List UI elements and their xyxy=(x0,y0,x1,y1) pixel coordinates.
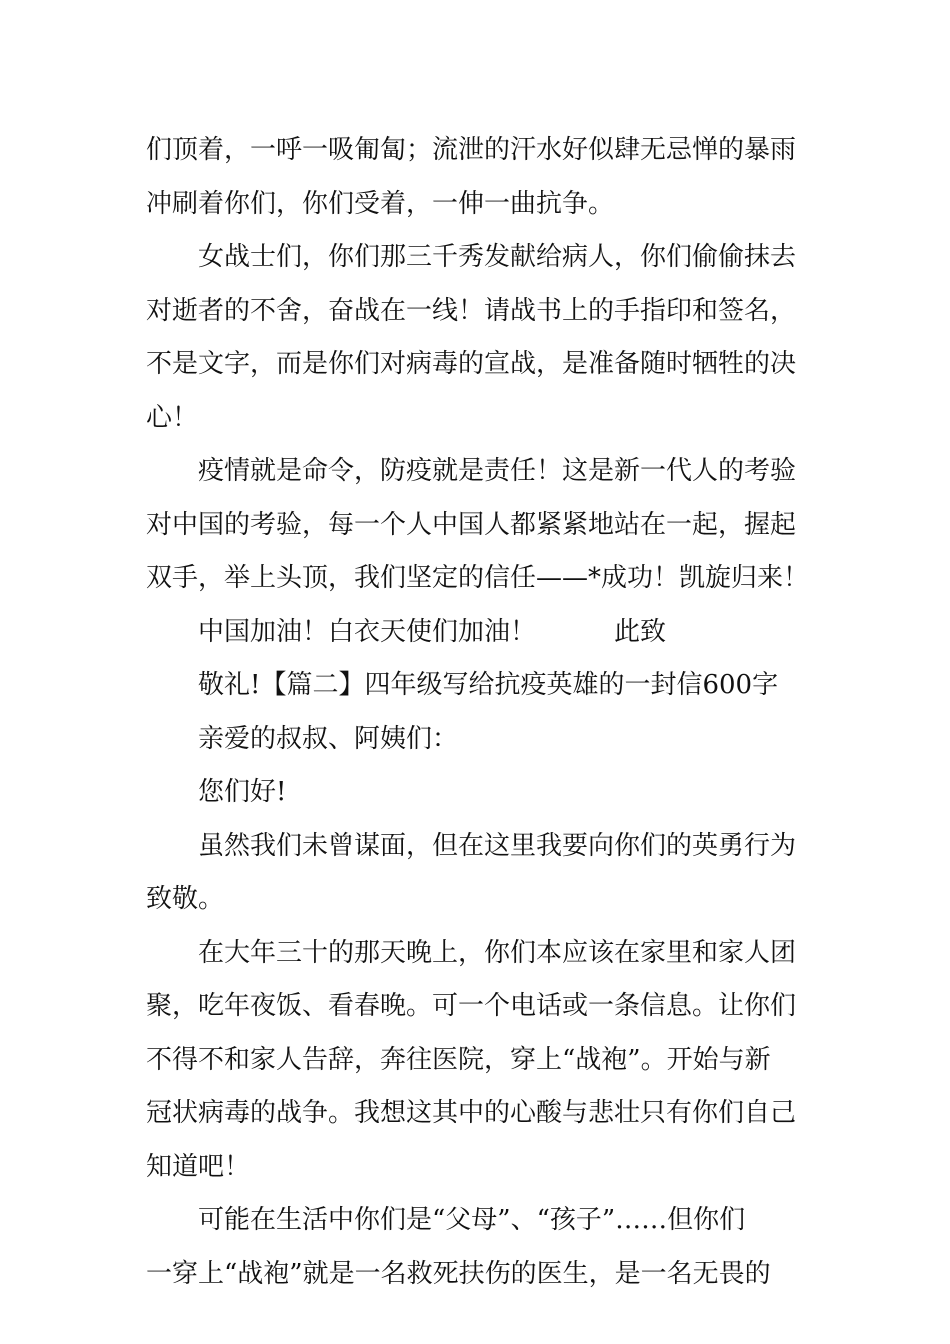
text-line-12: 亲爱的叔叔、阿姨们： xyxy=(198,723,459,754)
text-line-3: 女战士们，你们那三千秀发献给病人，你们偷偷抹去 xyxy=(198,242,797,272)
text-line-21: 可能在生活中你们是“父母”、“孩子”……但你们 xyxy=(198,1205,746,1235)
text-line-7: 疫情就是命令，防疫就是责任！这是新一代人的考验 xyxy=(198,456,797,486)
text-line-8: 对中国的考验，每一个人中国人都紧紧地站在一起，握起 xyxy=(146,509,797,540)
text-line-13: 您们好! xyxy=(198,777,287,807)
text-line-2: 冲刷着你们，你们受着，一伸一曲抗争。 xyxy=(146,188,615,219)
text-line-17: 聚，吃年夜饭、看春晚。可一个电话或一条信息。让你们 xyxy=(146,991,797,1021)
text-line-9: 双手，举上头顶，我们坚定的信任——*成功！凯旋归来！ xyxy=(146,563,810,593)
text-line-14: 虽然我们未曾谋面，但在这里我要向你们的英勇行为 xyxy=(198,830,797,861)
text-line-5: 不是文字，而是你们对病毒的宣战，是准备随时牺牲的决 xyxy=(146,349,797,379)
text-line-20: 知道吧！ xyxy=(146,1151,251,1182)
text-line-4: 对逝者的不舍，奋战在一线！请战书上的手指印和签名， xyxy=(146,295,797,326)
letter-body xyxy=(146,124,826,1301)
text-line-15: 致敬。 xyxy=(146,884,225,914)
text-line-18: 不得不和家人告辞，奔往医院，穿上“战袍”。开始与新 xyxy=(146,1044,771,1075)
text-line-22: 一穿上“战袍”就是一名救死扶伤的医生，是一名无畏的 xyxy=(146,1258,771,1289)
text-line-1: 们顶着，一呼一吸匍匐；流泄的汗水好似肆无忌惮的暴雨 xyxy=(146,135,797,165)
text-line-6: 心！ xyxy=(146,402,199,433)
text-line-10: 中国加油！白衣天使们加油！ 此致 xyxy=(198,616,667,647)
text-line-11: 敬礼!【篇二】四年级写给抗疫英雄的一封信600字 xyxy=(198,670,779,700)
text-line-19: 冠状病毒的战争。我想这其中的心酸与悲壮只有你们自己 xyxy=(146,1098,797,1128)
text-line-16: 在大年三十的那天晚上，你们本应该在家里和家人团 xyxy=(198,937,797,968)
